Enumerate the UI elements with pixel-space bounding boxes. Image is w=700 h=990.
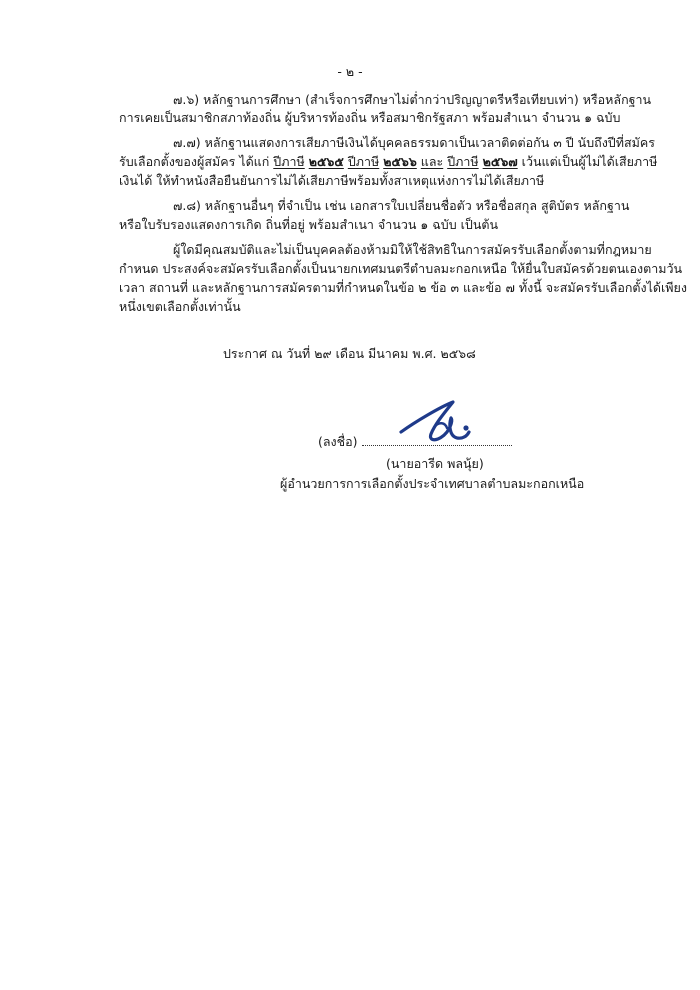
tax-year-3: ๒๕๖๗	[482, 154, 518, 169]
signature-dotted-line	[362, 435, 512, 446]
tax-year-2-label: ปีภาษี	[347, 154, 380, 169]
tax-year-1: ๒๕๖๕	[308, 154, 344, 169]
item-7-8-line-1: ๗.๘) หลักฐานอื่นๆ ที่จำเป็น เช่น เอกสารใบเปลี่ยนชื่อตัว หรือชื่อสกุล สูติบัตร หลักฐาน	[173, 198, 630, 213]
signer-name: (นายอารีด พลนุ้ย)	[386, 456, 484, 471]
page-number: - ๒ -	[337, 64, 363, 79]
tax-year-1-label: ปีภาษี	[273, 154, 305, 169]
tax-year-and: และ	[420, 154, 444, 169]
tax-year-2: ๒๕๖๖	[383, 154, 417, 169]
signature-line	[318, 434, 512, 450]
item-7-6-line-1: ๗.๖) หลักฐานการศึกษา (สำเร็จการศึกษาไม่ต่ำกว่าปริญญาตรีหรือเทียบเท่า) หรือหลักฐาน	[173, 92, 652, 107]
paragraph-line-2: กำหนด ประสงค์จะสมัครรับเลือกตั้งเป็นนายกเทศมนตรีตำบลมะกอกเหนือ ให้ยื่นใบสมัครด้วยตนเองตามวัน	[119, 261, 683, 276]
paragraph-line-4: หนึ่งเขตเลือกตั้งเท่านั้น	[119, 299, 241, 314]
item-7-7-line-1: ๗.๗) หลักฐานแสดงการเสียภาษีเงินได้บุคคลธรรมดาเป็นเวลาติดต่อกัน ๓ ปี นับถึงปีที่สมัคร	[173, 135, 655, 150]
item-7-8-line-2: หรือใบรับรองแสดงการเกิด ถิ่นที่อยู่ พร้อมสำเนา จำนวน ๑ ฉบับ เป็นต้น	[119, 217, 499, 232]
item-7-7-line-3: เงินได้ ให้ทำหนังสือยืนยันการไม่ได้เสียภาษีพร้อมทั้งสาเหตุแห่งการไม่ได้เสียภาษี	[119, 173, 545, 188]
paragraph-line-3: เวลา สถานที่ และหลักฐานการสมัครตามที่กำหนดในข้อ ๒ ข้อ ๓ และข้อ ๗ ทั้งนี้ จะสมัครรับเลือกตั้งได้เพียง	[119, 280, 687, 295]
item-7-7-line-2	[119, 154, 657, 170]
paragraph-line-1: ผู้ใดมีคุณสมบัติและไม่เป็นบุคคลต้องห้ามมิให้ใช้สิทธิในการสมัครรับเลือกตั้งตามที่กฎหมาย	[173, 242, 652, 257]
tax-year-3-label: ปีภาษี	[447, 154, 479, 169]
sign-label: (ลงชื่อ)	[318, 434, 358, 449]
signer-position: ผู้อำนวยการการเลือกตั้งประจำเทศบาลตำบลมะกอกเหนือ	[280, 476, 585, 491]
item-7-7-line-2-start: รับเลือกตั้งของผู้สมัคร ได้แก่	[119, 154, 270, 169]
item-7-7-line-2-end: เว้นแต่เป็นผู้ไม่ได้เสียภาษี	[521, 154, 658, 169]
announcement-date: ประกาศ ณ วันที่ ๒๙ เดือน มีนาคม พ.ศ. ๒๕๖๘	[223, 346, 476, 361]
item-7-6-line-2: การเคยเป็นสมาชิกสภาท้องถิ่น ผู้บริหารท้องถิ่น หรือสมาชิกรัฐสภา พร้อมสำเนา จำนวน ๑ ฉบับ	[119, 110, 621, 125]
